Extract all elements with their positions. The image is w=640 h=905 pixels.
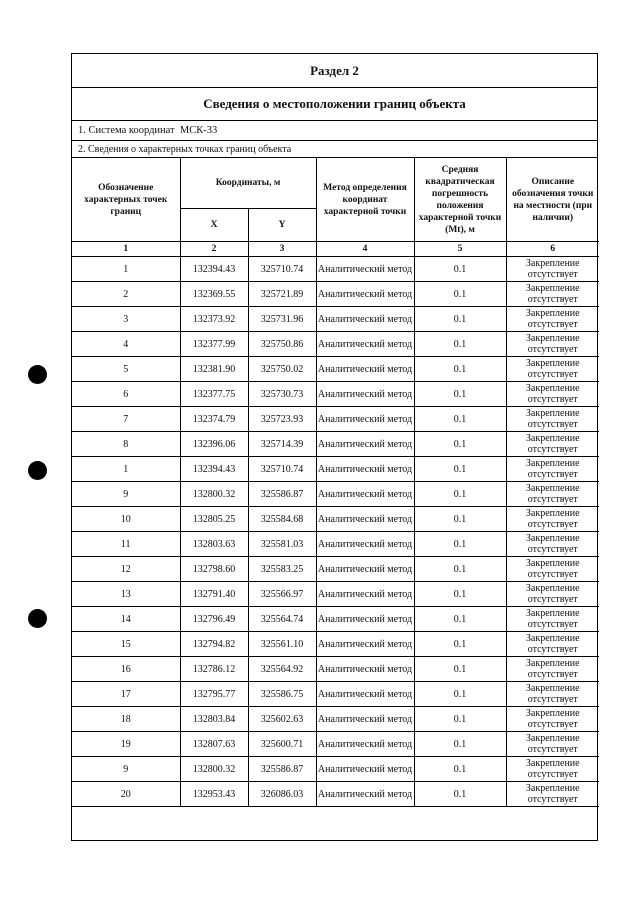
error-value: 0.1 xyxy=(414,457,506,482)
y-coordinate: 325600.71 xyxy=(248,732,316,757)
method: Аналитический метод xyxy=(316,532,414,557)
point-number: 1 xyxy=(72,457,180,482)
x-coordinate: 132394.43 xyxy=(180,457,248,482)
y-coordinate: 325564.92 xyxy=(248,657,316,682)
table-row xyxy=(72,657,599,682)
error-value: 0.1 xyxy=(414,732,506,757)
y-coordinate: 325586.87 xyxy=(248,482,316,507)
header-y: Y xyxy=(248,209,316,242)
description: Закрепление отсутствует xyxy=(506,657,599,682)
description: Закрепление отсутствует xyxy=(506,557,599,582)
description: Закрепление отсутствует xyxy=(506,582,599,607)
point-number: 6 xyxy=(72,382,180,407)
error-value: 0.1 xyxy=(414,682,506,707)
y-coordinate: 325583.25 xyxy=(248,557,316,582)
point-number: 5 xyxy=(72,357,180,382)
point-number: 17 xyxy=(72,682,180,707)
table-row xyxy=(72,532,599,557)
table-row xyxy=(72,757,599,782)
points-table xyxy=(72,158,599,807)
y-coordinate: 325721.89 xyxy=(248,282,316,307)
table-row xyxy=(72,432,599,457)
method: Аналитический метод xyxy=(316,282,414,307)
point-number: 1 xyxy=(72,257,180,282)
coordinate-system-line xyxy=(72,121,597,141)
point-number: 20 xyxy=(72,782,180,807)
y-coordinate: 325602.63 xyxy=(248,707,316,732)
table-row xyxy=(72,307,599,332)
x-coordinate: 132953.43 xyxy=(180,782,248,807)
point-number: 13 xyxy=(72,582,180,607)
header-method: Метод определения координат характерной точки xyxy=(316,158,414,242)
point-number: 19 xyxy=(72,732,180,757)
x-coordinate: 132791.40 xyxy=(180,582,248,607)
table-row xyxy=(72,332,599,357)
error-value: 0.1 xyxy=(414,257,506,282)
table-row xyxy=(72,257,599,282)
error-value: 0.1 xyxy=(414,307,506,332)
y-coordinate: 325714.39 xyxy=(248,432,316,457)
x-coordinate: 132369.55 xyxy=(180,282,248,307)
y-coordinate: 325564.74 xyxy=(248,607,316,632)
table-row xyxy=(72,557,599,582)
error-value: 0.1 xyxy=(414,707,506,732)
table-row xyxy=(72,457,599,482)
coordinate-system-label: 1. Система координат xyxy=(78,125,175,136)
column-number: 4 xyxy=(316,242,414,257)
table-row xyxy=(72,582,599,607)
method: Аналитический метод xyxy=(316,757,414,782)
method: Аналитический метод xyxy=(316,432,414,457)
error-value: 0.1 xyxy=(414,657,506,682)
header-error: Средняя квадратическая погрешность положения характерной точки (Mt), м xyxy=(414,158,506,242)
point-number: 18 xyxy=(72,707,180,732)
x-coordinate: 132798.60 xyxy=(180,557,248,582)
binder-hole-top xyxy=(28,365,47,384)
x-coordinate: 132803.63 xyxy=(180,532,248,557)
y-coordinate: 325586.75 xyxy=(248,682,316,707)
method: Аналитический метод xyxy=(316,607,414,632)
error-value: 0.1 xyxy=(414,757,506,782)
point-number: 2 xyxy=(72,282,180,307)
table-row xyxy=(72,357,599,382)
y-coordinate: 325710.74 xyxy=(248,457,316,482)
table-row xyxy=(72,607,599,632)
header-x: X xyxy=(180,209,248,242)
method: Аналитический метод xyxy=(316,507,414,532)
error-value: 0.1 xyxy=(414,532,506,557)
table-row xyxy=(72,407,599,432)
method: Аналитический метод xyxy=(316,407,414,432)
y-coordinate: 325586.87 xyxy=(248,757,316,782)
description: Закрепление отсутствует xyxy=(506,732,599,757)
description: Закрепление отсутствует xyxy=(506,307,599,332)
y-coordinate: 325731.96 xyxy=(248,307,316,332)
description: Закрепление отсутствует xyxy=(506,257,599,282)
x-coordinate: 132396.06 xyxy=(180,432,248,457)
method: Аналитический метод xyxy=(316,457,414,482)
method: Аналитический метод xyxy=(316,307,414,332)
column-number: 3 xyxy=(248,242,316,257)
y-coordinate: 325730.73 xyxy=(248,382,316,407)
y-coordinate: 326086.03 xyxy=(248,782,316,807)
table-row xyxy=(72,482,599,507)
table-row xyxy=(72,507,599,532)
description: Закрепление отсутствует xyxy=(506,632,599,657)
table-row xyxy=(72,382,599,407)
table-row xyxy=(72,782,599,807)
description: Закрепление отсутствует xyxy=(506,532,599,557)
description: Закрепление отсутствует xyxy=(506,457,599,482)
method: Аналитический метод xyxy=(316,382,414,407)
section-title: Раздел 2 xyxy=(72,54,597,88)
error-value: 0.1 xyxy=(414,382,506,407)
description: Закрепление отсутствует xyxy=(506,432,599,457)
point-number: 16 xyxy=(72,657,180,682)
table-row xyxy=(72,682,599,707)
point-number: 10 xyxy=(72,507,180,532)
error-value: 0.1 xyxy=(414,582,506,607)
point-number: 3 xyxy=(72,307,180,332)
error-value: 0.1 xyxy=(414,407,506,432)
error-value: 0.1 xyxy=(414,607,506,632)
method: Аналитический метод xyxy=(316,782,414,807)
method: Аналитический метод xyxy=(316,257,414,282)
method: Аналитический метод xyxy=(316,557,414,582)
y-coordinate: 325566.97 xyxy=(248,582,316,607)
point-number: 9 xyxy=(72,482,180,507)
description: Закрепление отсутствует xyxy=(506,757,599,782)
table-row xyxy=(72,732,599,757)
table-row xyxy=(72,707,599,732)
point-number: 9 xyxy=(72,757,180,782)
error-value: 0.1 xyxy=(414,782,506,807)
error-value: 0.1 xyxy=(414,432,506,457)
x-coordinate: 132786.12 xyxy=(180,657,248,682)
point-number: 14 xyxy=(72,607,180,632)
error-value: 0.1 xyxy=(414,557,506,582)
x-coordinate: 132805.25 xyxy=(180,507,248,532)
y-coordinate: 325710.74 xyxy=(248,257,316,282)
x-coordinate: 132394.43 xyxy=(180,257,248,282)
y-coordinate: 325750.02 xyxy=(248,357,316,382)
x-coordinate: 132800.32 xyxy=(180,757,248,782)
method: Аналитический метод xyxy=(316,582,414,607)
error-value: 0.1 xyxy=(414,507,506,532)
point-number: 8 xyxy=(72,432,180,457)
binder-hole-middle xyxy=(28,461,47,480)
y-coordinate: 325750.86 xyxy=(248,332,316,357)
y-coordinate: 325561.10 xyxy=(248,632,316,657)
description: Закрепление отсутствует xyxy=(506,607,599,632)
point-number: 4 xyxy=(72,332,180,357)
error-value: 0.1 xyxy=(414,282,506,307)
error-value: 0.1 xyxy=(414,357,506,382)
point-number: 12 xyxy=(72,557,180,582)
description: Закрепление отсутствует xyxy=(506,382,599,407)
x-coordinate: 132377.75 xyxy=(180,382,248,407)
column-number: 5 xyxy=(414,242,506,257)
description: Закрепление отсутствует xyxy=(506,782,599,807)
points-section-label: 2. Сведения о характерных точках границ объекта xyxy=(72,141,597,158)
error-value: 0.1 xyxy=(414,482,506,507)
method: Аналитический метод xyxy=(316,682,414,707)
header-point: Обозначение характерных точек границ xyxy=(72,158,180,242)
coordinate-system-value: МСК-33 xyxy=(179,125,218,136)
point-number: 11 xyxy=(72,532,180,557)
y-coordinate: 325581.03 xyxy=(248,532,316,557)
description: Закрепление отсутствует xyxy=(506,707,599,732)
header-coordinates: Координаты, м xyxy=(180,158,316,209)
point-number: 15 xyxy=(72,632,180,657)
column-number: 1 xyxy=(72,242,180,257)
method: Аналитический метод xyxy=(316,357,414,382)
document-form xyxy=(71,53,598,841)
table-row xyxy=(72,632,599,657)
x-coordinate: 132800.32 xyxy=(180,482,248,507)
description: Закрепление отсутствует xyxy=(506,682,599,707)
description: Закрепление отсутствует xyxy=(506,482,599,507)
document-title: Сведения о местоположении границ объекта xyxy=(72,88,597,121)
error-value: 0.1 xyxy=(414,632,506,657)
method: Аналитический метод xyxy=(316,707,414,732)
description: Закрепление отсутствует xyxy=(506,407,599,432)
error-value: 0.1 xyxy=(414,332,506,357)
method: Аналитический метод xyxy=(316,332,414,357)
x-coordinate: 132794.82 xyxy=(180,632,248,657)
table-row xyxy=(72,282,599,307)
description: Закрепление отсутствует xyxy=(506,507,599,532)
x-coordinate: 132795.77 xyxy=(180,682,248,707)
y-coordinate: 325584.68 xyxy=(248,507,316,532)
description: Закрепление отсутствует xyxy=(506,282,599,307)
binder-hole-bottom xyxy=(28,609,47,628)
method: Аналитический метод xyxy=(316,482,414,507)
column-number: 2 xyxy=(180,242,248,257)
y-coordinate: 325723.93 xyxy=(248,407,316,432)
description: Закрепление отсутствует xyxy=(506,357,599,382)
x-coordinate: 132796.49 xyxy=(180,607,248,632)
x-coordinate: 132373.92 xyxy=(180,307,248,332)
point-number: 7 xyxy=(72,407,180,432)
x-coordinate: 132377.99 xyxy=(180,332,248,357)
header-description: Описание обозначения точки на местности (при наличии) xyxy=(506,158,599,242)
x-coordinate: 132807.63 xyxy=(180,732,248,757)
method: Аналитический метод xyxy=(316,657,414,682)
method: Аналитический метод xyxy=(316,732,414,757)
x-coordinate: 132374.79 xyxy=(180,407,248,432)
description: Закрепление отсутствует xyxy=(506,332,599,357)
x-coordinate: 132381.90 xyxy=(180,357,248,382)
column-number: 6 xyxy=(506,242,599,257)
x-coordinate: 132803.84 xyxy=(180,707,248,732)
method: Аналитический метод xyxy=(316,632,414,657)
